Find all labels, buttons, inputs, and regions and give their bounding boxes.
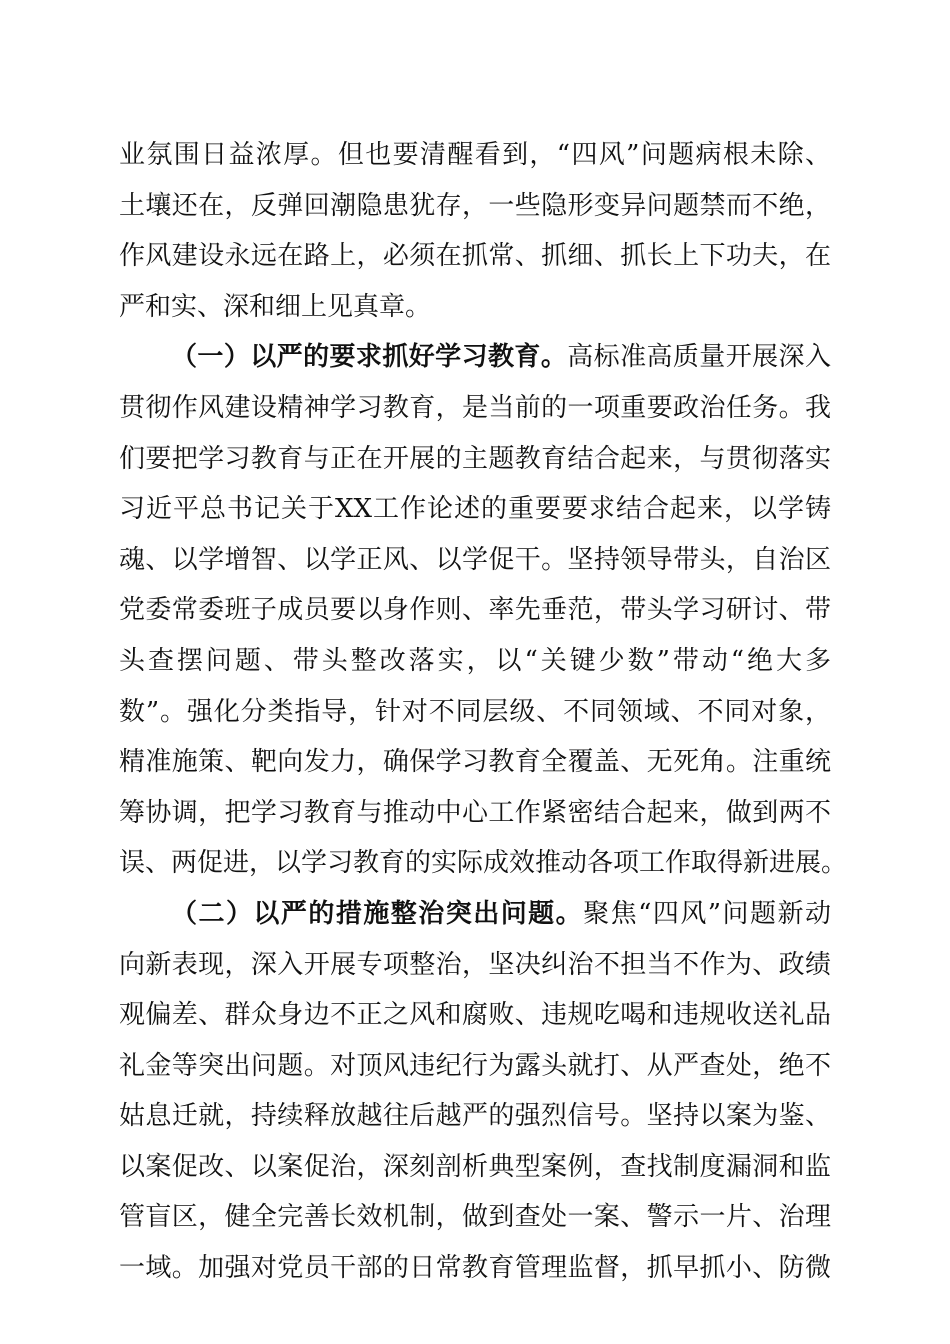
text-line: 误、两促进，以学习教育的实际成效推动各项工作取得新进展。 xyxy=(119,848,848,879)
text-line: 党委常委班子成员要以身作则、率先垂范，带头学习研讨、带 xyxy=(119,595,831,626)
text-line: 魂、以学增智、以学正风、以学促干。坚持领导带头，自治区 xyxy=(119,544,831,575)
text-line: 土壤还在，反弹回潮隐患犹存，一些隐形变异问题禁而不绝， xyxy=(119,190,831,221)
text-line: 以案促改、以案促治，深刻剖析典型案例，查找制度漏洞和监 xyxy=(119,1151,831,1182)
document-body xyxy=(119,130,848,1294)
text-line: 礼金等突出问题。对顶风违纪行为露头就打、从严查处，绝不 xyxy=(119,1050,831,1081)
text-line: 头查摆问题、带头整改落实，以“关键少数”带动“绝大多 xyxy=(119,645,831,676)
text-line: 向新表现，深入开展专项整治，坚决纠治不担当不作为、政绩 xyxy=(119,949,831,980)
text-line: 管盲区，健全完善长效机制，做到查处一案、警示一片、治理 xyxy=(119,1202,831,1233)
text-line: 观偏差、群众身边不正之风和腐败、违规吃喝和违规收送礼品 xyxy=(119,1000,831,1031)
text-line: 习近平总书记关于XX工作论述的重要要求结合起来，以学铸 xyxy=(119,494,831,525)
section-heading-line: （一）以严的要求抓好学习教育。高标准高质量开展深入 xyxy=(171,342,831,373)
text-line: 姑息迁就，持续释放越往后越严的强烈信号。坚持以案为鉴、 xyxy=(119,1101,831,1132)
text-line: 一域。加强对党员干部的日常教育管理监督，抓早抓小、防微 xyxy=(119,1253,831,1284)
section-heading-line: （二）以严的措施整治突出问题。聚焦“四风”问题新动 xyxy=(171,898,831,929)
text-line: 精准施策、靶向发力，确保学习教育全覆盖、无死角。注重统 xyxy=(119,747,831,778)
text-line: 作风建设永远在路上，必须在抓常、抓细、抓长上下功夫，在 xyxy=(119,241,831,272)
text-line: 严和实、深和细上见真章。 xyxy=(119,291,432,322)
section-heading: （一）以严的要求抓好学习教育。 xyxy=(171,342,568,373)
section-heading: （二）以严的措施整治突出问题。 xyxy=(171,898,584,929)
text-line: 筹协调，把学习教育与推动中心工作紧密结合起来，做到两不 xyxy=(119,797,831,828)
text-line: 们要把学习教育与正在开展的主题教育结合起来，与贯彻落实 xyxy=(119,443,831,474)
text-line: 业氛围日益浓厚。但也要清醒看到，“四风”问题病根未除、 xyxy=(119,140,831,170)
text-line: 数”。强化分类指导，针对不同层级、不同领域、不同对象， xyxy=(119,696,831,727)
text-line: 贯彻作风建设精神学习教育，是当前的一项重要政治任务。我 xyxy=(119,392,831,423)
